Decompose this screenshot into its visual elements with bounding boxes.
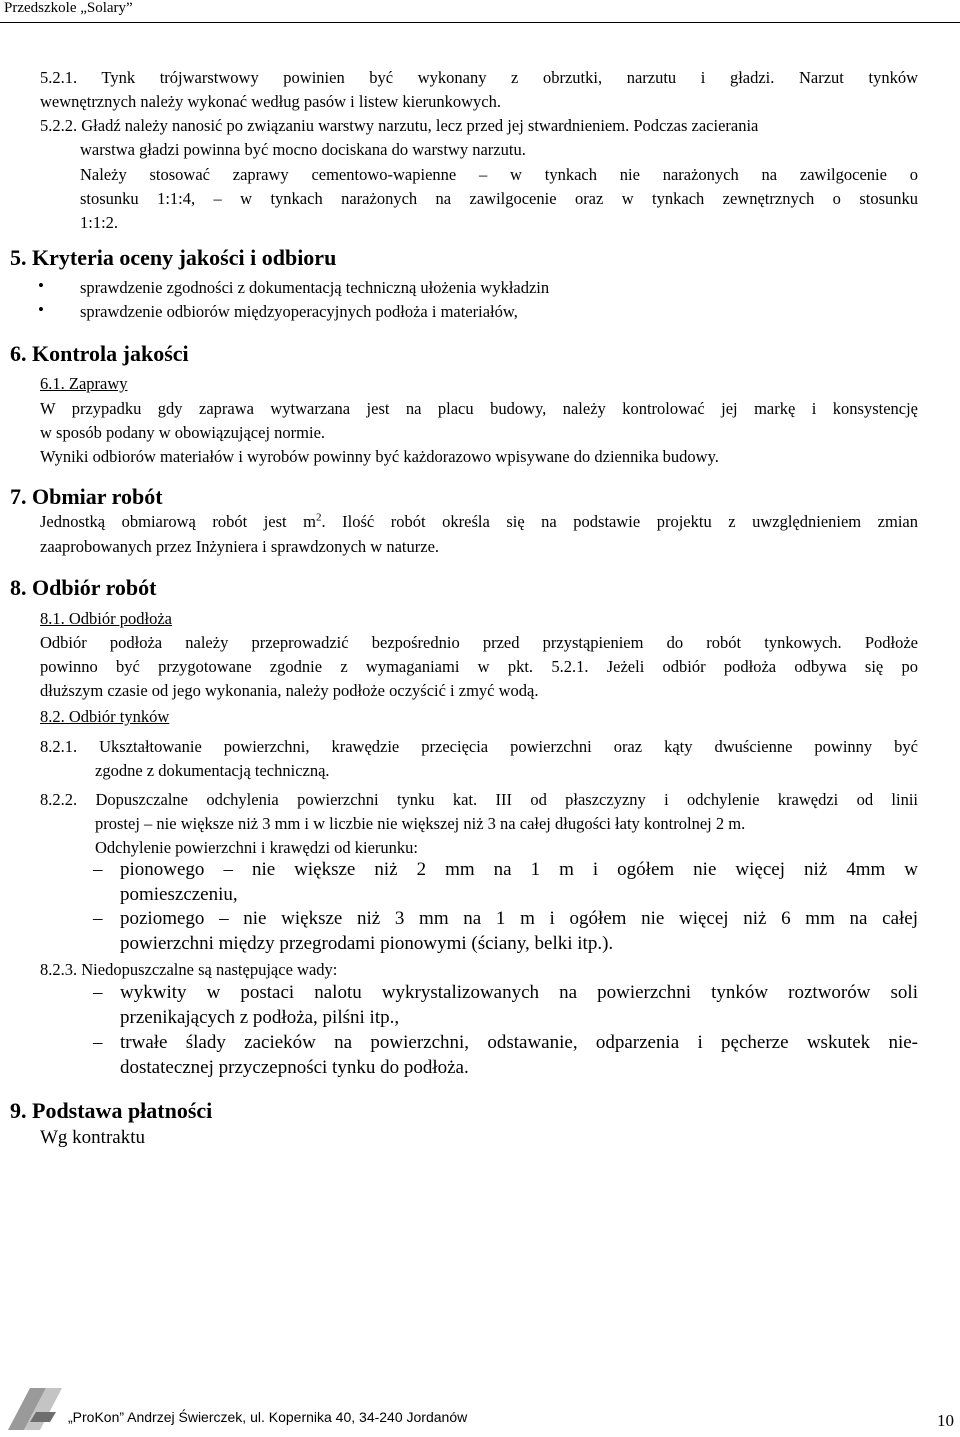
header-divider: [0, 22, 960, 23]
subsection-8-2: 8.2. Odbiór tynków: [40, 707, 170, 726]
section-9-line1: Wg kontraktu: [40, 1127, 146, 1148]
company-logo: [6, 1382, 66, 1437]
item-8-2-2-line1: 8.2.2. Dopuszczalne odchylenia powierzchni tynku kat. III od płaszczyzny i odchylenie krawędzi od linii: [40, 790, 918, 809]
item-8-2-2-line2: prostej – nie większe niż 3 mm i w liczbie nie większej niż 3 na całej długości łaty kontrolnej 2 m.: [95, 814, 746, 833]
footer-company: „ProKon” Andrzej Świerczek, ul. Kopernika 40, 34-240 Jordanów: [68, 1409, 468, 1425]
item-8-2-3-line1: 8.2.3. Niedopuszczalne są następujące wady:: [40, 960, 338, 979]
dash-bullet: –: [93, 982, 103, 1003]
deviation-vertical-line2: pomieszczeniu,: [120, 884, 238, 905]
section-9-heading: 9. Podstawa płatności: [10, 1098, 213, 1123]
section-8-1-line2: powinno być przygotowane zgodnie z wymaganiami w pkt. 5.2.1. Jeżeli odbiór podłoża odbywa się po: [40, 657, 918, 676]
defect-stains-line1: trwałe ślady zacieków na powierzchni, odstawanie, odparzenia i pęcherze wskutek nie-: [120, 1032, 918, 1053]
section-6-line2: w sposób podany w obowiązującej normie.: [40, 423, 326, 442]
section-6-heading: 6. Kontrola jakości: [10, 341, 189, 366]
section-8-1-line3: dłuższym czasie od jego wykonania, należy podłoże oczyścić i zmyć wodą.: [40, 681, 539, 700]
dash-bullet: –: [93, 908, 103, 929]
section-5-bullet-1: sprawdzenie zgodności z dokumentacją techniczną ułożenia wykładzin: [80, 278, 550, 297]
defect-efflorescence-line1: wykwity w postaci nalotu wykrystalizowanych na powierzchni tynków roztworów soli: [120, 982, 918, 1003]
section-7-heading: 7. Obmiar robót: [10, 484, 163, 509]
section-8-1-line1: Odbiór podłoża należy przeprowadzić bezpośrednio przed przystąpieniem do robót tynkowych. Podłoże: [40, 633, 918, 652]
bullet-icon: •: [38, 276, 44, 295]
subsection-8-1: 8.1. Odbiór podłoża: [40, 609, 172, 628]
dash-bullet: –: [93, 859, 103, 880]
deviation-horizontal-line1: poziomego – nie większe niż 3 mm na 1 m i ogółem nie więcej niż 6 mm na całej: [120, 908, 918, 929]
bullet-icon: •: [38, 300, 44, 319]
defect-efflorescence-line2: przenikających z podłoża, pilśni itp.,: [120, 1007, 400, 1028]
para-522-line2: warstwa gładzi powinna być mocno dociskana do warstwy narzutu.: [80, 140, 526, 159]
dash-bullet: –: [93, 1032, 103, 1053]
para-522-line5: 1:1:2.: [80, 213, 119, 232]
para-522-line3: Należy stosować zaprawy cementowo-wapienne – w tynkach nie narażonych na zawilgocenie o: [80, 165, 918, 184]
para-521-line2: wewnętrznych należy wykonać według pasów i listew kierunkowych.: [40, 92, 501, 111]
deviation-vertical-line1: pionowego – nie większe niż 2 mm na 1 m i ogółem nie więcej niż 4mm w: [120, 859, 918, 880]
para-522-line1: 5.2.2. Gładź należy nanosić po związaniu warstwy narzutu, lecz przed jej stwardnieniem. Podczas zacierania: [40, 116, 759, 135]
item-8-2-2-line3: Odchylenie powierzchni i krawędzi od kierunku:: [95, 838, 419, 857]
section-5-heading: 5. Kryteria oceny jakości i odbioru: [10, 245, 337, 270]
section-6-line3: Wyniki odbiorów materiałów i wyrobów powinny być każdorazowo wpisywane do dziennika budowy.: [40, 447, 719, 466]
document-header: Przedszkole „Solary”: [4, 0, 133, 16]
item-8-2-1-line1: 8.2.1. Ukształtowanie powierzchni, krawędzie przecięcia powierzchni oraz kąty dwuścienne powinny być: [40, 737, 918, 756]
section-5-bullet-2: sprawdzenie odbiorów międzyoperacyjnych podłoża i materiałów,: [80, 302, 518, 321]
deviation-horizontal-line2: powierzchni między przegrodami pionowymi (ściany, belki itp.).: [120, 933, 614, 954]
para-522-line4: stosunku 1:1:4, – w tynkach narażonych na zawilgocenie oraz w tynkach zewnętrznych o stosunku: [80, 189, 918, 208]
item-8-2-1-line2: zgodne z dokumentacją techniczną.: [95, 761, 330, 780]
subsection-6-1: 6.1. Zaprawy: [40, 374, 128, 393]
section-8-heading: 8. Odbiór robót: [10, 575, 157, 600]
section-6-line1: W przypadku gdy zaprawa wytwarzana jest na placu budowy, należy kontrolować jej markę i konsystencję: [40, 399, 918, 418]
section-7-line2: zaaprobowanych przez Inżyniera i sprawdzonych w naturze.: [40, 537, 440, 556]
defect-stains-line2: dostatecznej przyczepności tynku do podłoża.: [120, 1057, 469, 1078]
section-7-line1: Jednostką obmiarową robót jest $m^2$. Ilość robót określa się na podstawie projektu z uwzględnieniem zmian: [40, 511, 918, 531]
page-number: 10: [937, 1411, 954, 1430]
para-521-line1: 5.2.1. Tynk trójwarstwowy powinien być wykonany z obrzutki, narzutu i gładzi. Narzut tynków: [40, 68, 918, 87]
